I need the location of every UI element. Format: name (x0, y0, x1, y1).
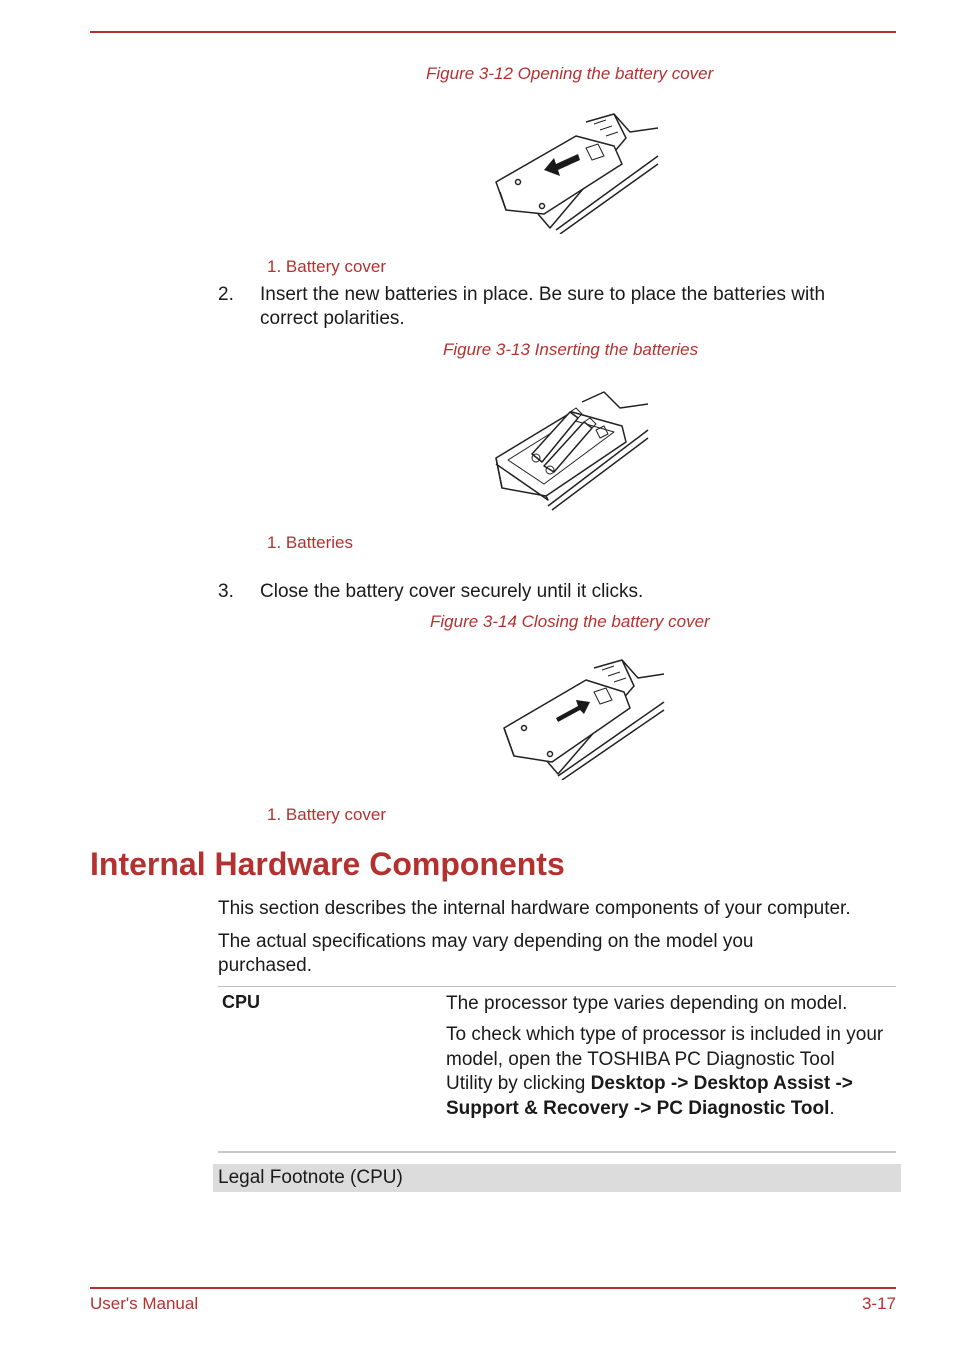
batteries-inserted-illustration (492, 390, 652, 512)
diagnostic-tool-path: Desktop -> Desktop Assist -> Support & Recovery -> PC Diagnostic Tool (446, 1073, 853, 1119)
figure-caption: Figure 3-13 Inserting the batteries (443, 340, 699, 359)
page-number: 3-17 (861, 1294, 896, 1313)
legal-footnote-cpu[interactable]: Legal Footnote (CPU) (213, 1164, 901, 1192)
figure-legend: 1. Battery cover (267, 805, 387, 824)
step-text: Insert the new batteries in place. Be sure to place the batteries with correct polarities. (260, 284, 826, 329)
figure-legend: 1. Battery cover (267, 257, 387, 276)
section-intro: This section describes the internal hardware components of your computer. (218, 898, 851, 919)
cpu-check-text: To check which type of processor is included in your model, open the TOSHIBA PC Diagnostic Tool Utility by clicking (446, 1024, 884, 1094)
figure-caption: Figure 3-14 Closing the battery cover (430, 612, 710, 631)
step-number: 3. (218, 581, 234, 602)
step-number: 2. (218, 284, 234, 305)
cpu-check-instructions (446, 1023, 886, 1121)
header-rule (90, 31, 896, 33)
step-text: Close the battery cover securely until it clicks. (260, 581, 644, 602)
cpu-description: The processor type varies depending on model. (446, 993, 848, 1014)
section-heading: Internal Hardware Components (90, 846, 565, 882)
table-bottom-rule (218, 1151, 896, 1153)
figure-caption: Figure 3-12 Opening the battery cover (426, 64, 714, 83)
battery-cover-close-illustration (498, 656, 668, 780)
section-note: The actual specifications may vary depending on the model you purchased. (218, 931, 754, 976)
table-top-rule (218, 986, 896, 987)
cpu-label: CPU (222, 992, 261, 1012)
battery-cover-open-illustration (490, 110, 662, 234)
cpu-check-end: . (829, 1097, 835, 1119)
footer-rule (90, 1287, 896, 1289)
figure-legend: 1. Batteries (267, 533, 353, 552)
footer-title: User's Manual (90, 1294, 199, 1313)
